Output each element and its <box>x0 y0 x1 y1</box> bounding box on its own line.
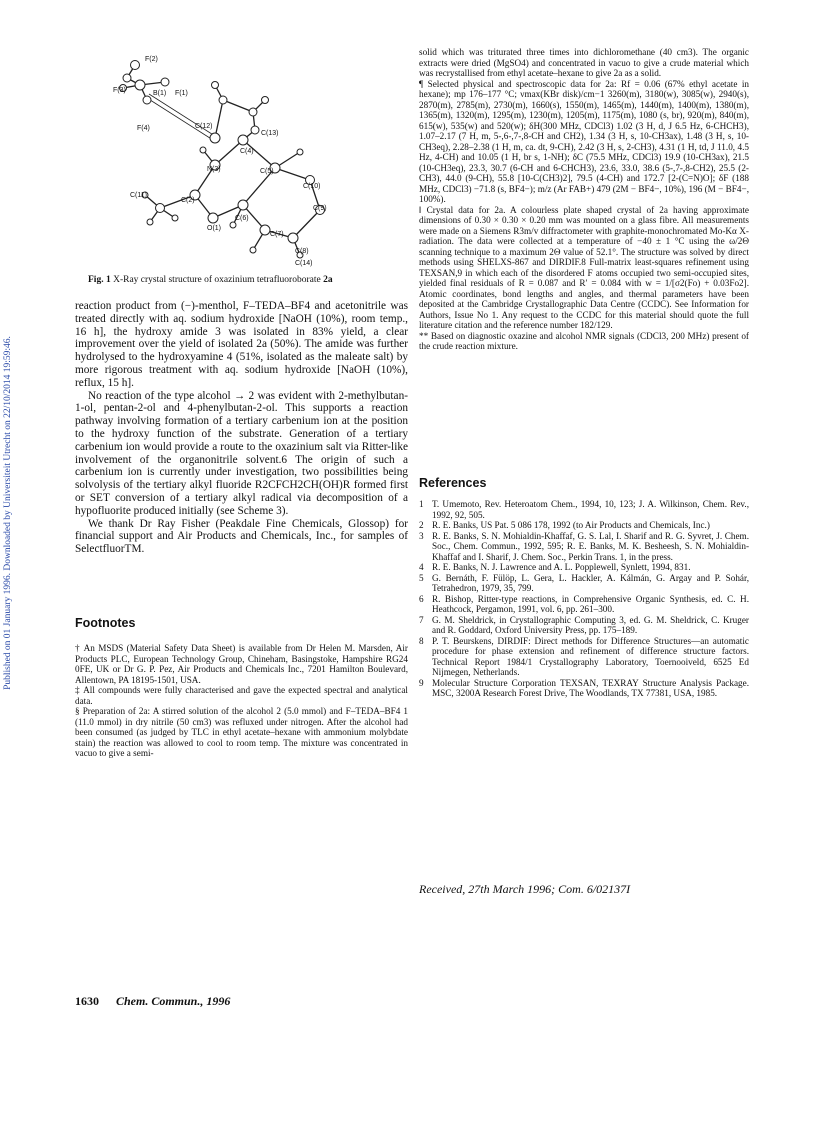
atom-label: F(1) <box>175 90 188 97</box>
footnote: solid which was triturated three times into dichloromethane (40 cm3). The organic extracts were dried (MgSO4) and concentrated in vacuo to give a crude material which was recrystallised from ethyl acetate–hexane to give 2a as a solid. <box>419 47 749 78</box>
atom-label: F(4) <box>137 125 150 132</box>
references-section <box>419 477 749 490</box>
atom-label: F(2) <box>145 56 158 63</box>
atom-label: C(10) <box>303 183 321 190</box>
footnote: ¶ Selected physical and spectroscopic data for 2a: Rf = 0.06 (67% ethyl acetate in hexane); mp 176–177 °C; νmax(KBr disk)/cm−1 3260(m), 3180(w), 3085(w), 2940(s), 2870(m), 2785(m), 2730(m), 1660(s), 1550(m), 1465(m), 1440(m), 1400(m), 1380(m), 1365(m), 1320(m), 1295(m), 1230(m), 1205(m), 1175(m), 1080 (s, br), 920(m), 840(m), 615(w), 535(w) and 520(w); δH(300 MHz, CDCl3) 1.02 (3 H, d, J 6.5 Hz, 6-CHCH3), 1.07–2.17 (7 H, m, 5-,6-,7-,8-CH and CH2), 1.34 (3 H, s, 10-CH3ax), 1.48 (3 H, s, 10-CH3eq), 2.28–2.38 (1 H, m, ca. dt, 9-CH), 2.42 (3 H, s, 2-CH3), 4.31 (1 H, td, J 11.0, 4.5 Hz, 4-CH) and 10.05 (1 H, br s, 1-NH); δC (75.5 MHz, CDCl3) 19.9 (10-CH3ax), 21.5 (10-CH3eq), 23.3, 30.7 (6-CH and 6-CHCH3), 23.6, 33.0, 38.6 (5-,7-,8-CH2), 25.5 (2-CH3), 44.0 (9-CH), 55.8 [10-C(CH3)2], 79.5 (4-CH) and 172.7 [2-(C=N)O]; δF (188 MHz, CDCl3) −71.8 (s, BF4−); m/z (Ar FAB+) 479 (2M − BF4−, 10%), 196 (M − BF4−, 100%). <box>419 78 749 204</box>
journal-name: Chem. Commun., 1996 <box>116 994 231 1008</box>
footnotes-heading: Footnotes <box>75 616 136 630</box>
atom-label: C(6) <box>235 215 249 222</box>
figure-caption-text: X-Ray crystal structure of oxazinium tetrafluoroborate <box>113 275 321 285</box>
footnote: § Preparation of 2a: A stirred solution of the alcohol 2 (5.0 mmol) and F–TEDA–BF4 1 (11.0 mmol) in dry nitrile (50 cm3) was refluxed under nitrogen. After the alcohol had been consumed (as judged by TLC in ethyl acetate–hexane with ammonium molybdate stain) the reaction was allowed to cool to room temp. The mixture was concentrated in vacuo to give a semi- <box>75 706 408 758</box>
figure-caption <box>88 275 388 285</box>
reference-item: 2 R. E. Banks, US Pat. 5 086 178, 1992 (to Air Products and Chemicals, Inc.) <box>419 520 710 530</box>
page-number: 1630 <box>75 994 99 1008</box>
reference-item: 9 Molecular Structure Corporation TEXSAN, TEXRAY Structure Analysis Package. MSC, 3200A Research Forest Drive, The Woodlands, TX 77381, USA, 1985. <box>419 677 749 698</box>
footnote: ‖ Crystal data for 2a. A colourless plate shaped crystal of 2a having approximate dimensions of 0.30 × 0.30 × 0.20 mm was mounted on a glass fibre. All measurements were made on a Siemens R3m/v diffractometer with graphite-monochromated Mo-Kα X-radiation. The data were collected at a temperature of −40 ± 1 °C using the ω/2Θ scanning technique to a maximum 2Θ value of 52.1°. The structure was solved by direct methods using SHELXS-867 and DIRDIF.8 Full-matrix least-squares refinement using TEXSAN,9 in which each of the disordered F atoms occupied two semi-occupied sites, yielded final residuals of R = 0.087 and R′ = 0.084 with w = 1/[σ2(Fo) + 0.03Fo2]. Atomic coordinates, bond lengths and angles, and thermal parameters have been deposited at the Cambridge Crystallographic Data Centre (CCDC). See Information for Authors, Issue No 1. Any request to the CCDC for this material should quote the full literature citation and the reference number 182/129. <box>419 204 749 330</box>
reference-item: 4 R. E. Banks, N. J. Lawrence and A. L. Popplewell, Synlett, 1994, 831. <box>419 562 691 572</box>
atom-label: C(12) <box>195 123 213 130</box>
reference-item: 3 R. E. Banks, S. N. Mohialdin-Khaffaf, G. S. Lal, I. Sharif and R. G. Syvret, J. Chem. Soc., Chem. Commun., 1992, 595; R. E. Banks, M. K. Besheesh, S. N. Mohialdin-Khaffaf and I. Sharif, J. Chem. Soc., Perkin Trans. 1, in the press. <box>419 530 749 562</box>
body-paragraph: reaction product from (−)-menthol, F–TEDA–BF4 and acetonitrile was treated directly with aq. sodium hydroxide [NaOH (10%), room temp., 16 h], the hydroxy amide 3 was isolated in 83% yield, a clear improvement over the yield of isolated 2a (50%). The amide was further hydrolysed to the hydroxyamine 4 (51%, isolated as the maleate salt) by more rigorous treatment with aq. sodium hydroxide [NaOH (10%), reflux, 15 h]. <box>75 300 408 389</box>
atom-label: O(1) <box>207 225 221 232</box>
references-list <box>419 499 749 699</box>
atom-label: C(4) <box>240 148 254 155</box>
atom-label: C(11) <box>130 192 147 199</box>
atom-label: C(7) <box>270 231 284 238</box>
right-column-notes <box>419 47 749 352</box>
footnote: ‡ All compounds were fully characterised and gave the expected spectral and analytical data. <box>75 685 408 706</box>
download-watermark-text: Published on 01 January 1996. Downloaded by Universiteit Utrecht on 22/10/2014 19:59:46. <box>3 336 13 690</box>
footnote: ** Based on diagnostic oxazine and alcohol NMR signals (CDCl3, 200 MHz) present of the crude reaction mixture. <box>419 330 749 351</box>
atom-label: C(5) <box>260 168 274 175</box>
left-column <box>75 300 408 556</box>
figure-caption-compound: 2a <box>323 275 333 285</box>
atom-label: C(13) <box>261 130 279 137</box>
page-footer <box>75 994 230 1009</box>
body-paragraph: No reaction of the type alcohol → 2 was evident with 2-methylbutan-1-ol, pentan-2-ol and 4-phenylbutan-2-ol. This supports a reaction pathway involving formation of a tertiary carbenium ion at the position to the hydroxy function of the substrate. Generation of a tertiary carbenium ion would provide a route to the oxazinium salt via Ritter-like involvement of the organonitrile solvent.6 The origin of such a carbenium ion is currently under investigation, two possibilities being solvolysis of the tertiary alkyl fluoride R2CFCH2CH(OH)R formed first or SET conversion of a tertiary alkyl radical via decomposition of a hypofluorite produced initially (see Scheme 3). <box>75 389 408 517</box>
acknowledgement-paragraph: We thank Dr Ray Fisher (Peakdale Fine Chemicals, Glossop) for financial support and Air Products and Chemicals, Inc., for samples of SelectfluorTM. <box>75 517 408 556</box>
footnotes-list <box>75 643 408 759</box>
references-heading: References <box>419 476 487 490</box>
figure-caption-label: Fig. 1 <box>88 275 111 285</box>
atom-label: F(3) <box>113 87 126 94</box>
received-date: Received, 27th March 1996; Com. 6/02137I <box>419 882 631 896</box>
atom-label: N(3) <box>207 166 221 173</box>
footnotes-section <box>75 617 408 630</box>
reference-item: 7 G. M. Sheldrick, in Crystallographic Computing 3, ed. G. M. Sheldrick, C. Kruger and R. Goddard, Oxford University Press, pp. 175–189. <box>419 614 749 635</box>
footnote: † An MSDS (Material Safety Data Sheet) is available from Dr Helen M. Marsden, Air Products PLC, European Technology Group, Chineham, Basingstoke, Hampshire RG24 0FE, UK or Dr G. P. Pez, Air Products and Chemicals Inc., 7201 Hamilton Boulevard, Allentown, PA 18195-1501, USA. <box>75 643 408 685</box>
atom-label: C(9) <box>313 205 327 212</box>
atom-label: C(14) <box>295 260 313 267</box>
reference-item: 5 G. Bernáth, F. Fülöp, L. Gera, L. Hackler, A. Kálmán, G. Argay and P. Sohár, Tetrahedron, 1979, 35, 799. <box>419 572 749 593</box>
reference-item: 8 P. T. Beurskens, DIRDIF: Direct methods for Difference Structures—an automatic procedure for phase extension and refinement of difference structure factors. Technical Report 1984/1 Crystallography Laboratory, Toernooiveld, 6525 Ed Nijmegen, Netherlands. <box>419 635 749 677</box>
reference-item: 6 R. Bishop, Ritter-type reactions, in Comprehensive Organic Synthesis, ed. C. H. Heathcock, Pergamon, 1991, vol. 6, pp. 261–300. <box>419 593 749 614</box>
crystal-structure-figure <box>115 40 355 265</box>
atom-label: B(1) <box>153 90 167 97</box>
atom-label: C(8) <box>295 248 309 255</box>
reference-item: 1 T. Umemoto, Rev. Heteroatom Chem., 1994, 10, 123; J. A. Wilkinson, Chem. Rev., 1992, 92, 505. <box>419 499 749 520</box>
atom-label: C(2) <box>181 197 195 204</box>
download-watermark <box>0 268 16 768</box>
